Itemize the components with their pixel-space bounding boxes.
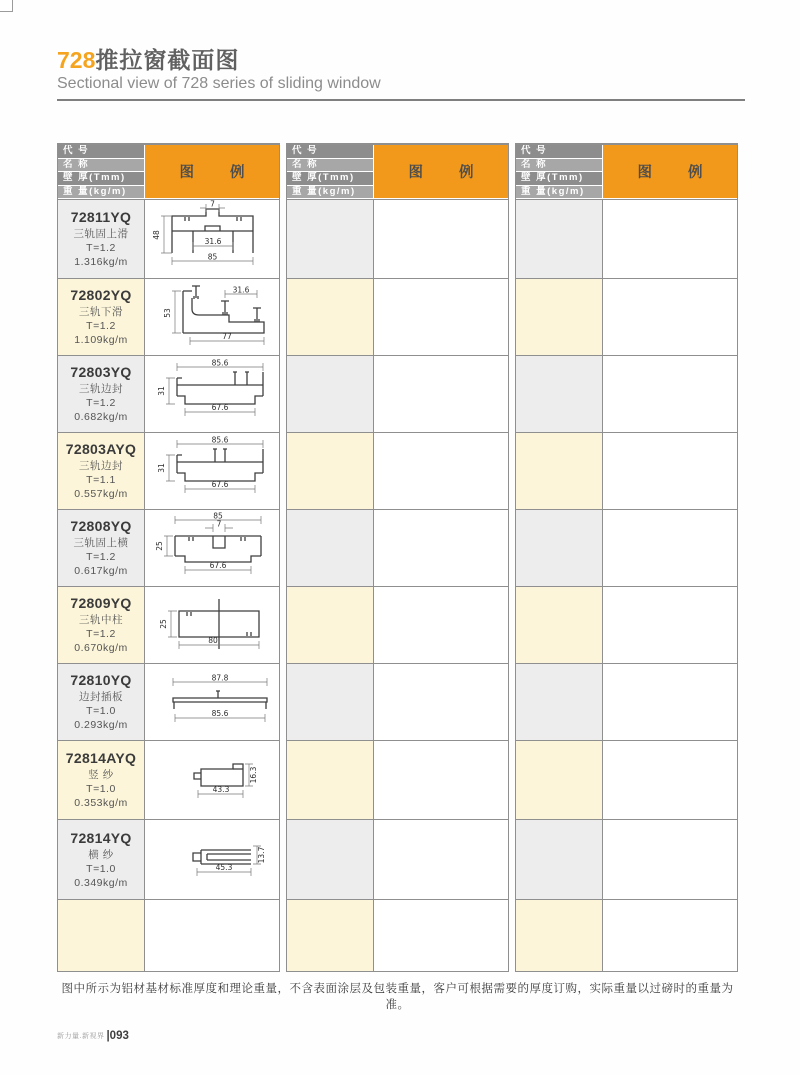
group3-header bbox=[516, 145, 737, 199]
empty-info-cell bbox=[516, 664, 603, 740]
profile-info bbox=[58, 433, 145, 509]
table-row-empty bbox=[287, 432, 508, 509]
profile-code: 72802YQ bbox=[70, 287, 132, 303]
empty-info-cell bbox=[287, 510, 374, 586]
table-row-empty bbox=[516, 509, 737, 586]
svg-text:31.6: 31.6 bbox=[232, 285, 250, 294]
table-row-empty bbox=[516, 432, 737, 509]
header-thickness-label: 壁 厚(Tmm) bbox=[58, 172, 145, 186]
empty-info-cell bbox=[516, 820, 603, 899]
table-row bbox=[58, 278, 279, 355]
header-legend-label: 图 例 bbox=[374, 145, 508, 199]
header-legend-label: 图 例 bbox=[603, 145, 737, 199]
profile-thickness: T=1.1 bbox=[86, 474, 116, 486]
empty-drawing-cell bbox=[603, 356, 737, 432]
empty-drawing-cell bbox=[374, 433, 508, 509]
table-row-empty bbox=[287, 509, 508, 586]
profile-name: 竖 纱 bbox=[88, 769, 114, 781]
table-column-group-3 bbox=[515, 143, 738, 972]
empty-drawing-cell bbox=[603, 510, 737, 586]
svg-text:7: 7 bbox=[216, 519, 222, 528]
table-row-empty bbox=[516, 663, 737, 740]
empty-drawing-cell bbox=[603, 587, 737, 663]
page-footer bbox=[57, 1030, 129, 1042]
title-series-number: 728 bbox=[57, 47, 96, 73]
svg-text:7: 7 bbox=[210, 200, 215, 208]
empty-drawing-cell bbox=[374, 356, 508, 432]
profile-thickness: T=1.2 bbox=[86, 320, 116, 332]
svg-text:45.3: 45.3 bbox=[215, 862, 233, 872]
svg-text:13.7: 13.7 bbox=[257, 846, 266, 863]
table-row bbox=[58, 586, 279, 663]
empty-info-cell bbox=[516, 741, 603, 819]
table-row-empty bbox=[58, 899, 279, 971]
table-row-empty bbox=[516, 819, 737, 899]
svg-text:67.6: 67.6 bbox=[211, 479, 229, 489]
table-column-group-1 bbox=[57, 143, 280, 972]
empty-info-cell bbox=[287, 356, 374, 432]
profile-drawing bbox=[145, 433, 279, 509]
profile-thickness: T=1.0 bbox=[86, 783, 116, 795]
profile-code: 72809YQ bbox=[70, 595, 132, 611]
profile-drawing bbox=[145, 356, 279, 432]
table-column-group-2 bbox=[286, 143, 509, 972]
empty-info-cell bbox=[516, 510, 603, 586]
header-name-label: 名 称 bbox=[58, 159, 145, 173]
corner-crop-mark bbox=[0, 0, 13, 12]
profile-weight: 0.349kg/m bbox=[74, 876, 128, 889]
profile-name: 三轨下滑 bbox=[79, 306, 123, 318]
empty-info-cell bbox=[287, 587, 374, 663]
page-subtitle: Sectional view of 728 series of sliding window bbox=[57, 75, 381, 92]
profile-code: 72808YQ bbox=[70, 518, 132, 534]
profile-drawing bbox=[145, 820, 279, 899]
profile-code: 72814YQ bbox=[70, 829, 132, 846]
empty-info-cell bbox=[516, 587, 603, 663]
empty-drawing-cell bbox=[374, 741, 508, 819]
empty-info-cell bbox=[287, 741, 374, 819]
profile-name: 三轨中柱 bbox=[79, 614, 123, 626]
empty-drawing-cell bbox=[603, 664, 737, 740]
header-code-label: 代 号 bbox=[516, 145, 603, 159]
profile-thickness: T=1.2 bbox=[86, 397, 116, 409]
svg-text:31: 31 bbox=[157, 462, 166, 473]
empty-info-cell bbox=[516, 433, 603, 509]
header-legend-label: 图 例 bbox=[145, 145, 279, 199]
svg-text:87.8: 87.8 bbox=[211, 673, 229, 682]
brand-tagline: 新力量.新视界 bbox=[57, 1033, 105, 1040]
profile-info bbox=[58, 664, 145, 740]
table-row-empty bbox=[287, 355, 508, 432]
profile-code: 72811YQ bbox=[70, 209, 132, 225]
table-row-empty bbox=[287, 740, 508, 819]
empty-drawing-cell bbox=[374, 900, 508, 971]
profile-thickness: T=1.2 bbox=[86, 628, 116, 640]
profile-drawing bbox=[145, 510, 279, 586]
profiles-table bbox=[57, 143, 738, 972]
empty-info-cell bbox=[287, 433, 374, 509]
svg-text:85.6: 85.6 bbox=[211, 708, 229, 718]
profile-weight: 0.557kg/m bbox=[74, 488, 128, 500]
table-row-empty bbox=[516, 740, 737, 819]
header-thickness-label: 壁 厚(Tmm) bbox=[287, 172, 374, 186]
svg-text:48: 48 bbox=[152, 229, 161, 240]
table-row-empty bbox=[516, 355, 737, 432]
table-row bbox=[58, 355, 279, 432]
empty-info-cell bbox=[287, 279, 374, 355]
empty-info-cell bbox=[516, 279, 603, 355]
profile-info bbox=[58, 510, 145, 586]
profile-drawing bbox=[145, 200, 279, 278]
table-row-empty bbox=[287, 278, 508, 355]
empty-drawing-cell bbox=[145, 900, 279, 971]
empty-drawing-cell bbox=[603, 820, 737, 899]
header-divider bbox=[57, 99, 745, 101]
profile-code: 72814AYQ bbox=[65, 750, 137, 766]
table-row-empty bbox=[287, 663, 508, 740]
header-thickness-label: 壁 厚(Tmm) bbox=[516, 172, 603, 186]
profile-thickness: T=1.2 bbox=[86, 551, 116, 563]
empty-info-cell bbox=[516, 900, 603, 971]
page-header bbox=[57, 46, 745, 101]
svg-text:67.6: 67.6 bbox=[209, 560, 227, 570]
table-row bbox=[58, 199, 279, 278]
empty-drawing-cell bbox=[374, 510, 508, 586]
svg-text:85.6: 85.6 bbox=[211, 435, 229, 444]
svg-text:67.6: 67.6 bbox=[211, 402, 229, 412]
profile-weight: 0.670kg/m bbox=[74, 642, 128, 654]
empty-info-cell bbox=[516, 356, 603, 432]
profile-name: 三轨边封 bbox=[79, 460, 123, 472]
profile-code: 72803AYQ bbox=[65, 441, 137, 457]
empty-info-cell bbox=[287, 200, 374, 278]
profile-weight: 1.316kg/m bbox=[74, 256, 128, 268]
profile-name: 横 纱 bbox=[88, 848, 114, 861]
profile-name: 三轨固上滑 bbox=[73, 228, 129, 240]
svg-text:80: 80 bbox=[208, 635, 218, 645]
profile-info bbox=[58, 200, 145, 278]
svg-text:31.6: 31.6 bbox=[204, 236, 222, 246]
svg-text:31: 31 bbox=[157, 385, 166, 396]
svg-text:85: 85 bbox=[207, 252, 218, 261]
svg-text:85.6: 85.6 bbox=[211, 358, 229, 367]
table-row bbox=[58, 663, 279, 740]
svg-text:43.3: 43.3 bbox=[212, 784, 230, 794]
profile-drawing bbox=[145, 587, 279, 663]
empty-drawing-cell bbox=[374, 587, 508, 663]
svg-text:25: 25 bbox=[159, 618, 168, 629]
page-number: |093 bbox=[106, 1030, 129, 1042]
profile-drawing bbox=[145, 279, 279, 355]
table-row-empty bbox=[516, 278, 737, 355]
profile-weight: 0.353kg/m bbox=[74, 797, 128, 809]
profile-drawing bbox=[145, 664, 279, 740]
profile-name: 边封插板 bbox=[79, 691, 123, 703]
profile-code: 72803YQ bbox=[70, 364, 132, 380]
table-row-empty bbox=[516, 586, 737, 663]
empty-drawing-cell bbox=[374, 664, 508, 740]
page-title bbox=[57, 46, 745, 74]
header-name-label: 名 称 bbox=[516, 159, 603, 173]
header-weight-label: 重 量(kg/m) bbox=[58, 186, 145, 200]
profile-name: 三轨边封 bbox=[79, 383, 123, 395]
profile-drawing bbox=[145, 741, 279, 819]
profile-weight: 0.293kg/m bbox=[74, 719, 128, 731]
empty-drawing-cell bbox=[603, 200, 737, 278]
empty-drawing-cell bbox=[374, 820, 508, 899]
table-row-empty bbox=[287, 819, 508, 899]
table-row bbox=[58, 819, 279, 899]
header-code-label: 代 号 bbox=[58, 145, 145, 159]
table-row bbox=[58, 509, 279, 586]
empty-drawing-cell bbox=[603, 433, 737, 509]
svg-text:53: 53 bbox=[163, 307, 172, 318]
profile-thickness: T=1.0 bbox=[86, 862, 116, 875]
empty-info-cell bbox=[58, 900, 145, 971]
table-row-empty bbox=[287, 199, 508, 278]
footnote: 图中所示为铝材基材标准厚度和理论重量，不含表面涂层及包装重量，客户可根据需要的厚度订购，实际重量以过磅时的重量为准。 bbox=[61, 983, 734, 1011]
profile-info bbox=[58, 279, 145, 355]
table-row bbox=[58, 740, 279, 819]
table-row-empty bbox=[516, 199, 737, 278]
profile-weight: 0.617kg/m bbox=[74, 565, 128, 577]
empty-info-cell bbox=[287, 664, 374, 740]
table-row-empty bbox=[516, 899, 737, 971]
table-row-empty bbox=[287, 586, 508, 663]
profile-thickness: T=1.2 bbox=[86, 242, 116, 254]
group1-header bbox=[58, 145, 279, 199]
profile-info bbox=[58, 820, 145, 899]
profile-name: 三轨固上横 bbox=[73, 537, 129, 549]
empty-drawing-cell bbox=[603, 279, 737, 355]
empty-drawing-cell bbox=[374, 279, 508, 355]
svg-text:16.3: 16.3 bbox=[249, 766, 258, 783]
empty-drawing-cell bbox=[603, 741, 737, 819]
table-row-empty bbox=[287, 899, 508, 971]
profile-thickness: T=1.0 bbox=[86, 705, 116, 717]
table-row bbox=[58, 432, 279, 509]
empty-drawing-cell bbox=[374, 200, 508, 278]
header-name-label: 名 称 bbox=[287, 159, 374, 173]
header-weight-label: 重 量(kg/m) bbox=[287, 186, 374, 200]
title-chinese: 推拉窗截面图 bbox=[95, 47, 240, 73]
empty-info-cell bbox=[287, 820, 374, 899]
profile-info bbox=[58, 356, 145, 432]
empty-drawing-cell bbox=[603, 900, 737, 971]
group2-header bbox=[287, 145, 508, 199]
profile-weight: 0.682kg/m bbox=[74, 411, 128, 423]
svg-text:77: 77 bbox=[222, 331, 232, 341]
profile-code: 72810YQ bbox=[70, 672, 132, 688]
empty-info-cell bbox=[287, 900, 374, 971]
header-weight-label: 重 量(kg/m) bbox=[516, 186, 603, 200]
profile-info bbox=[58, 741, 145, 819]
profile-weight: 1.109kg/m bbox=[74, 334, 128, 346]
svg-text:85: 85 bbox=[213, 511, 223, 520]
header-code-label: 代 号 bbox=[287, 145, 374, 159]
empty-info-cell bbox=[516, 200, 603, 278]
svg-text:25: 25 bbox=[155, 540, 164, 551]
profile-info bbox=[58, 587, 145, 663]
